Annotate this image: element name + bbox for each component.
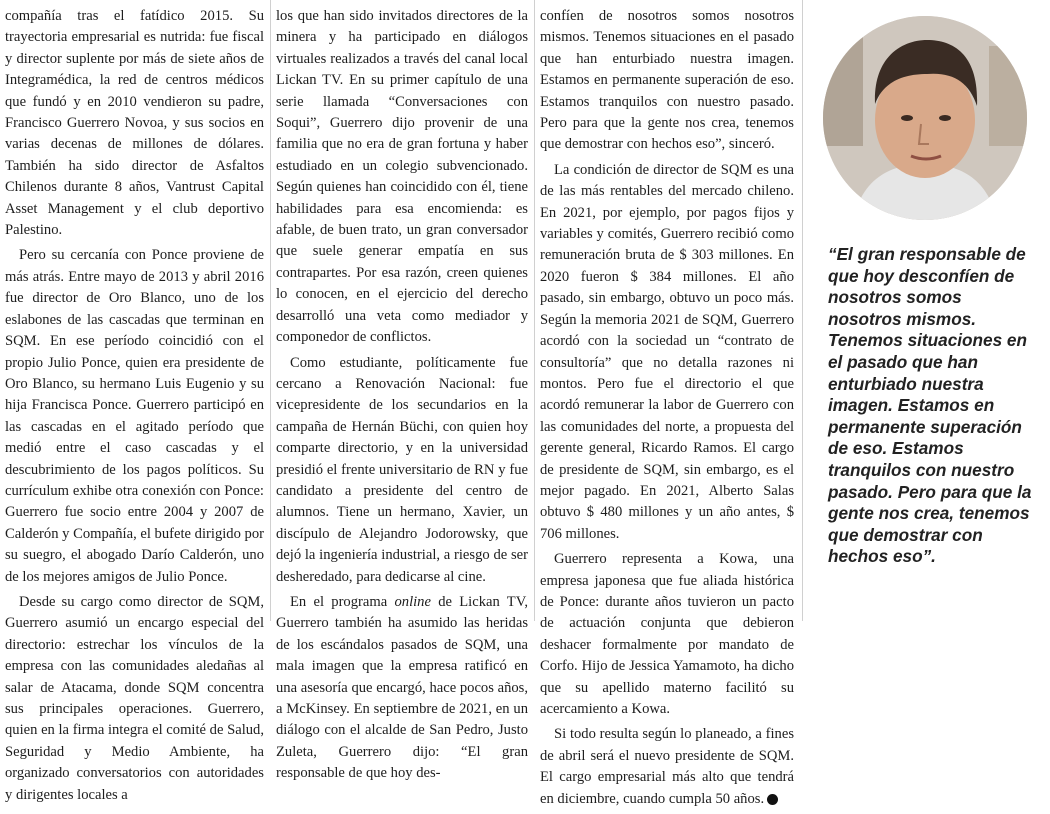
paragraph-text: de Lickan TV, Guerrero también ha asumido las heridas de los escándalos pasados de SQM, una mala imagen que la empresa ratificó en una asesoría que encargó, hace pocos años, a McKinsey. En septiembre de 2021, en un diálogo con el alcalde de San Pedro, Justo Zuleta, Guerrero dijo: “El gran responsable de que hoy des- [276, 593, 528, 782]
paragraph: confíen de nosotros somos nosotros mismos. Tenemos situaciones en el pasado que han enturbiado nuestra imagen. Estamos en permanente superación de eso. Estamos tranquilos con nuestro pasado. Pero para que la gente nos crea, tenemos que demostrar con hechos eso”, sinceró. [540, 8, 794, 153]
column-divider-2 [534, 0, 535, 621]
italic-term: online [394, 593, 431, 610]
paragraph: compañía tras el fatídico 2015. Su trayectoria empresarial es nutrida: fue fiscal y director suplente por más de siete años de Integramédica, la red de centros médicos que fundó y en 2010 vendieron su padre, Francisco Guerrero Novoa, y sus socios en varias decenas de millones de dólares. También ha sido director de Asfaltos Chilenos durante 8 años, Vantrust Capital Asset Management y el club deportivo Palestino. [5, 8, 264, 239]
paragraph: los que han sido invitados directores de la minera y ha participado en diálogos virtuales realizados a través del canal local Lickan TV. En su primer capítulo de una serie llamada “Conversaciones con Soqui”, Guerrero dijo provenir de una familia que no era de gran fortuna y haber estudiado en un colegio subvencionado. Según quienes han coincidido con él, tiene habilidades para esa encomienda: es afable, de buen trato, un gran conversador que suele generar empatía en sus contrapartes. Por esa razón, creen quienes lo conocen, en el ejercicio del derecho desarrolló una veta como mediador y componedor de conflictos. [276, 8, 528, 346]
article-column-3 [540, 6, 794, 814]
paragraph: Guerrero representa a Kowa, una empresa japonesa que fue aliada histórica de Ponce: durante años tuvieron un pacto de actuación conjunta que debieron deshacer formalmente por mandato de Corfo. Hijo de Jessica Yamamoto, ha dicho que su apellido materno facilitó su acercamiento a Kowa. [540, 551, 794, 717]
column-divider-3 [802, 0, 803, 621]
pull-quote: “El gran responsable de que hoy desconfíen de nosotros somos nosotros mismos. Tenemos situaciones en el pasado que han enturbiado nuestra imagen. Estamos en permanente superación de eso. Estamos tranquilos con nuestro pasado. Pero para que la gente nos crea, tenemos que demostrar con hechos eso”. [828, 244, 1032, 567]
paragraph: Pero su cercanía con Ponce proviene de más atrás. Entre mayo de 2013 y abril 2016 fue director de Oro Blanco, uno de los eslabones de las cascadas que terminan en SQM. En ese período coincidió con el propio Julio Ponce, quien era presidente de Oro Blanco, su hermano Luis Eugenio y su hija Francisca Ponce. Guerrero participó en las cascadas en el agitado período que medió entre el caso cascadas y el descubrimiento de los pagos políticos. Su currículum exhibe otra conexión con Ponce: Guerrero fue socio entre 2004 y 2007 de Calderón y Compañía, el bufete dirigido por su suegro, el abogado Darío Calderón, uno de los mejores amigos de Julio Ponce. [5, 247, 264, 585]
end-of-article-icon: P [767, 794, 778, 805]
paragraph-text: En el programa [290, 593, 395, 610]
article-column-1 [5, 6, 264, 810]
right-eye [939, 115, 951, 121]
paragraph: La condición de director de SQM es una de las más rentables del mercado chileno. En 2021, por ejemplo, por pagos fijos y variables y comités, Guerrero recibió como remuneración bruta de $ 303 millones. En 2020 fueron $ 384 millones. El año pasado, sin embargo, obtuvo un poco más. Según la memoria 2021 de SQM, Guerrero acordó con la sociedad un “contrato de consultoría” que no detalla razones ni montos. Pero fue el directorio el que acordó remunerar la labor de Guerrero con las comunidades del norte, a propuesta del gerente general, Ricardo Ramos. El cargo de presidente de SQM, sin embargo, es el mejor pagado. En 2021, Alberto Salas obtuvo $ 480 millones y un año antes, $ 706 millones. [540, 161, 794, 542]
bookshelf-right [989, 46, 1027, 146]
portrait-illustration [823, 16, 1027, 220]
paragraph [540, 724, 794, 810]
paragraph: Desde su cargo como director de SQM, Guerrero asumió un encargo especial del directorio: estrechar los vínculos de la empresa con las comunidades aledañas al salar de Atacama, donde SQM concentra sus principales operaciones. Guerrero, quien en la firma integra el comité de Salud, Seguridad y Medio Ambiente, ha organizado conversatorios con autoridades y dirigentes locales a [5, 593, 264, 803]
column-divider-1 [270, 0, 271, 621]
paragraph-text: Si todo resulta según lo planeado, a fines de abril será el nuevo presidente de SQM. El cargo empresarial más alto que tendrá en diciembre, cuando cumpla 50 años. [540, 726, 794, 807]
article-column-2 [276, 6, 528, 789]
paragraph: Como estudiante, políticamente fue cercano a Renovación Nacional: fue vicepresidente de los secundarios en la campaña de Hernán Büchi, con quien hoy comparte directorio, y en la universidad presidió el frente universitario de RN y fue candidato a presidente del centro de alumnos. Tiene un hermano, Xavier, un discípulo de Alejandro Jodorowsky, que dejó la ingeniería industrial, a riesgo de ser desheredado, para dedicarse al cine. [276, 354, 528, 585]
left-eye [901, 115, 913, 121]
bookshelf-left [823, 36, 863, 146]
portrait-photo [823, 16, 1027, 220]
